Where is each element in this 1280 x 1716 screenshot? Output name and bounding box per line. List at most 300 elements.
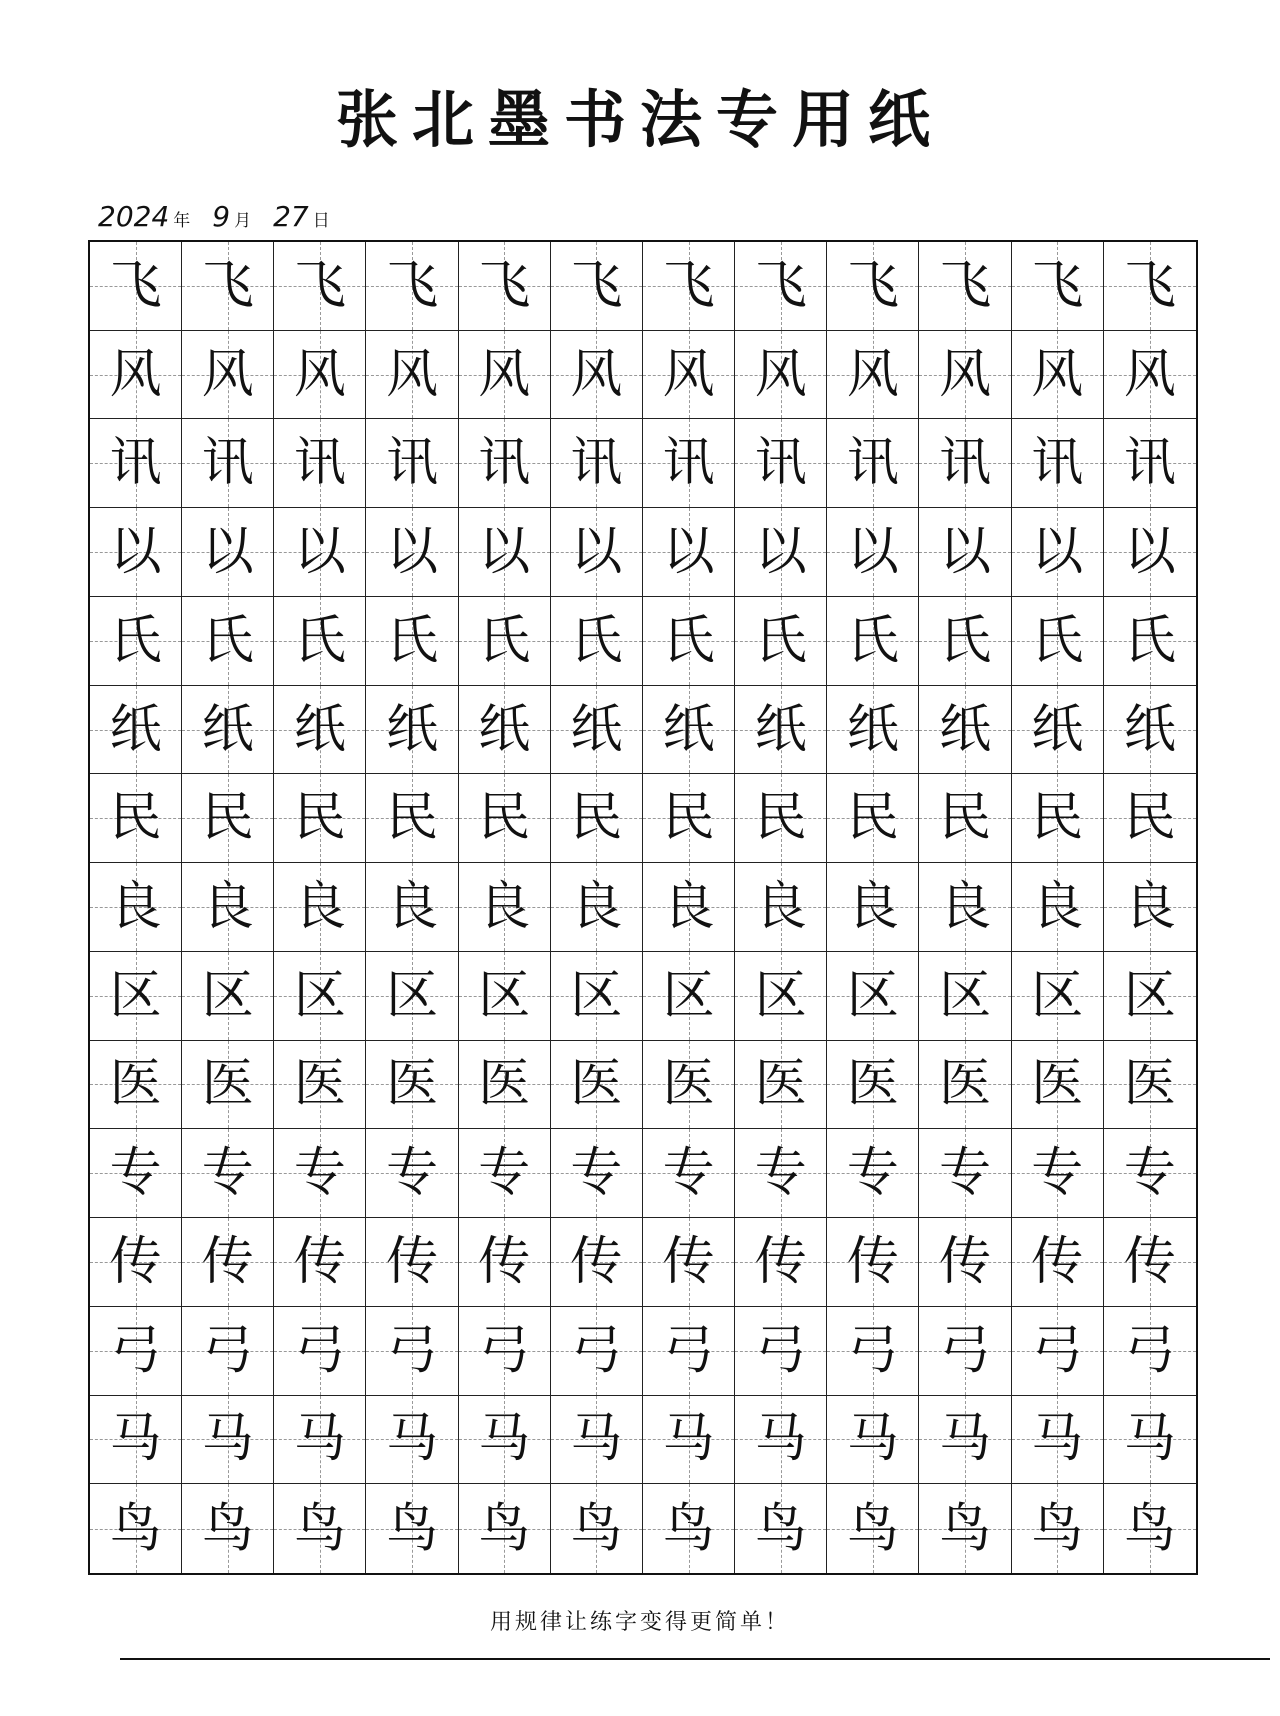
practice-character: 良 bbox=[754, 876, 807, 937]
grid-cell bbox=[459, 1041, 551, 1130]
grid-cell bbox=[551, 1396, 643, 1485]
practice-character: 区 bbox=[109, 965, 162, 1026]
practice-character: 纸 bbox=[846, 699, 899, 760]
grid-cell bbox=[1104, 1307, 1196, 1396]
practice-character: 传 bbox=[386, 1231, 439, 1292]
practice-character: 弓 bbox=[201, 1320, 254, 1381]
grid-cell bbox=[366, 1396, 458, 1485]
practice-character: 民 bbox=[1031, 788, 1084, 849]
grid-cell bbox=[459, 331, 551, 420]
date-month-unit: 月 bbox=[234, 211, 252, 231]
practice-character: 氏 bbox=[1123, 610, 1176, 671]
grid-cell bbox=[551, 952, 643, 1041]
practice-character: 民 bbox=[293, 788, 346, 849]
practice-character: 传 bbox=[293, 1231, 346, 1292]
practice-character: 良 bbox=[939, 876, 992, 937]
grid-cell bbox=[274, 863, 366, 952]
practice-character: 弓 bbox=[293, 1320, 346, 1381]
grid-cell bbox=[182, 1484, 274, 1573]
grid-cell bbox=[551, 1218, 643, 1307]
grid-cell bbox=[1104, 419, 1196, 508]
practice-character: 氏 bbox=[109, 610, 162, 671]
practice-character: 以 bbox=[386, 522, 439, 583]
grid-cell bbox=[366, 597, 458, 686]
grid-cell bbox=[827, 597, 919, 686]
grid-cell bbox=[919, 1396, 1011, 1485]
grid-cell bbox=[643, 242, 735, 331]
practice-character: 鸟 bbox=[939, 1498, 992, 1559]
grid-cell bbox=[1104, 508, 1196, 597]
practice-character: 传 bbox=[1031, 1231, 1084, 1292]
practice-character: 鸟 bbox=[662, 1498, 715, 1559]
practice-character: 氏 bbox=[386, 610, 439, 671]
grid-cell bbox=[551, 597, 643, 686]
grid-cell bbox=[1104, 1041, 1196, 1130]
grid-cell bbox=[1104, 242, 1196, 331]
practice-character: 专 bbox=[201, 1143, 254, 1204]
grid-cell bbox=[90, 952, 182, 1041]
practice-character: 良 bbox=[570, 876, 623, 937]
practice-character: 以 bbox=[1031, 522, 1084, 583]
practice-character: 风 bbox=[1123, 344, 1176, 405]
grid-cell bbox=[274, 1041, 366, 1130]
practice-character: 氏 bbox=[293, 610, 346, 671]
practice-character: 弓 bbox=[662, 1320, 715, 1381]
grid-cell bbox=[366, 952, 458, 1041]
practice-character: 良 bbox=[293, 876, 346, 937]
grid-cell bbox=[735, 774, 827, 863]
grid-cell bbox=[182, 952, 274, 1041]
practice-character: 弓 bbox=[478, 1320, 531, 1381]
practice-character: 纸 bbox=[109, 699, 162, 760]
grid-cell bbox=[551, 419, 643, 508]
grid-cell bbox=[182, 1396, 274, 1485]
practice-character: 专 bbox=[1123, 1143, 1176, 1204]
practice-character: 民 bbox=[478, 788, 531, 849]
practice-character: 鸟 bbox=[1123, 1498, 1176, 1559]
practice-character: 风 bbox=[939, 344, 992, 405]
grid-cell bbox=[735, 863, 827, 952]
practice-character: 鸟 bbox=[1031, 1498, 1084, 1559]
practice-character: 医 bbox=[109, 1054, 162, 1115]
grid-cell bbox=[643, 774, 735, 863]
grid-cell bbox=[1104, 1484, 1196, 1573]
grid-cell bbox=[551, 774, 643, 863]
grid-cell bbox=[919, 597, 1011, 686]
grid-cell bbox=[1104, 863, 1196, 952]
grid-cell bbox=[90, 1396, 182, 1485]
grid-cell bbox=[1012, 419, 1104, 508]
grid-cell bbox=[1012, 774, 1104, 863]
practice-character: 良 bbox=[478, 876, 531, 937]
grid-cell bbox=[827, 1484, 919, 1573]
grid-cell bbox=[182, 1218, 274, 1307]
grid-cell bbox=[735, 952, 827, 1041]
practice-character: 弓 bbox=[1123, 1320, 1176, 1381]
practice-character: 鸟 bbox=[386, 1498, 439, 1559]
grid-cell bbox=[182, 508, 274, 597]
practice-character: 医 bbox=[201, 1054, 254, 1115]
practice-character: 以 bbox=[846, 522, 899, 583]
practice-character: 讯 bbox=[570, 433, 623, 494]
practice-character: 飞 bbox=[201, 255, 254, 316]
practice-character: 弓 bbox=[939, 1320, 992, 1381]
grid-cell bbox=[735, 1041, 827, 1130]
grid-cell bbox=[643, 331, 735, 420]
grid-cell bbox=[827, 419, 919, 508]
practice-character: 氏 bbox=[662, 610, 715, 671]
grid-cell bbox=[643, 1396, 735, 1485]
practice-character: 氏 bbox=[754, 610, 807, 671]
grid-cell bbox=[827, 1218, 919, 1307]
grid-cell bbox=[274, 952, 366, 1041]
practice-character: 纸 bbox=[293, 699, 346, 760]
grid-cell bbox=[182, 774, 274, 863]
practice-character: 马 bbox=[1123, 1409, 1176, 1470]
grid-cell bbox=[274, 508, 366, 597]
grid-cell bbox=[182, 331, 274, 420]
grid-cell bbox=[459, 952, 551, 1041]
practice-character: 风 bbox=[386, 344, 439, 405]
practice-character: 飞 bbox=[939, 255, 992, 316]
grid-cell bbox=[182, 597, 274, 686]
practice-character: 风 bbox=[293, 344, 346, 405]
practice-character: 医 bbox=[846, 1054, 899, 1115]
grid-cell bbox=[90, 331, 182, 420]
grid-cell bbox=[1012, 1129, 1104, 1218]
practice-character: 鸟 bbox=[293, 1498, 346, 1559]
practice-character: 区 bbox=[293, 965, 346, 1026]
practice-character: 良 bbox=[386, 876, 439, 937]
practice-character: 鸟 bbox=[109, 1498, 162, 1559]
grid-cell bbox=[366, 331, 458, 420]
practice-character: 传 bbox=[662, 1231, 715, 1292]
practice-character: 纸 bbox=[1123, 699, 1176, 760]
grid-cell bbox=[274, 242, 366, 331]
practice-character: 讯 bbox=[386, 433, 439, 494]
practice-character: 纸 bbox=[386, 699, 439, 760]
grid-cell bbox=[90, 686, 182, 775]
grid-cell bbox=[459, 597, 551, 686]
practice-character: 风 bbox=[1031, 344, 1084, 405]
practice-character: 风 bbox=[754, 344, 807, 405]
grid-cell bbox=[643, 1307, 735, 1396]
grid-cell bbox=[1012, 1218, 1104, 1307]
practice-character: 区 bbox=[754, 965, 807, 1026]
grid-cell bbox=[459, 242, 551, 331]
grid-cell bbox=[1012, 242, 1104, 331]
practice-character: 鸟 bbox=[478, 1498, 531, 1559]
grid-cell bbox=[274, 774, 366, 863]
practice-character: 弓 bbox=[386, 1320, 439, 1381]
practice-character: 讯 bbox=[662, 433, 715, 494]
footer-rule bbox=[120, 1658, 1270, 1660]
practice-character: 讯 bbox=[846, 433, 899, 494]
grid-cell bbox=[182, 1307, 274, 1396]
practice-character: 区 bbox=[662, 965, 715, 1026]
practice-character: 专 bbox=[570, 1143, 623, 1204]
practice-character: 传 bbox=[478, 1231, 531, 1292]
grid-cell bbox=[1012, 863, 1104, 952]
grid-cell bbox=[274, 1218, 366, 1307]
grid-cell bbox=[735, 686, 827, 775]
grid-cell bbox=[735, 1396, 827, 1485]
practice-character: 飞 bbox=[754, 255, 807, 316]
grid-cell bbox=[459, 508, 551, 597]
practice-character: 风 bbox=[846, 344, 899, 405]
grid-cell bbox=[274, 686, 366, 775]
practice-character: 传 bbox=[201, 1231, 254, 1292]
grid-cell bbox=[459, 419, 551, 508]
practice-character: 民 bbox=[109, 788, 162, 849]
practice-character: 民 bbox=[201, 788, 254, 849]
grid-cell bbox=[919, 774, 1011, 863]
practice-character: 纸 bbox=[201, 699, 254, 760]
practice-character: 以 bbox=[662, 522, 715, 583]
practice-character: 飞 bbox=[662, 255, 715, 316]
grid-cell bbox=[90, 597, 182, 686]
grid-cell bbox=[827, 774, 919, 863]
practice-character: 医 bbox=[754, 1054, 807, 1115]
grid-cell bbox=[366, 1041, 458, 1130]
grid-cell bbox=[90, 1484, 182, 1573]
grid-cell bbox=[459, 686, 551, 775]
practice-character: 讯 bbox=[201, 433, 254, 494]
practice-character: 区 bbox=[386, 965, 439, 1026]
practice-character: 风 bbox=[109, 344, 162, 405]
grid-cell bbox=[366, 1484, 458, 1573]
practice-character: 专 bbox=[478, 1143, 531, 1204]
practice-character: 传 bbox=[1123, 1231, 1176, 1292]
practice-character: 以 bbox=[754, 522, 807, 583]
grid-cell bbox=[919, 331, 1011, 420]
date-year-unit: 年 bbox=[173, 211, 191, 231]
grid-cell bbox=[274, 597, 366, 686]
practice-character: 传 bbox=[846, 1231, 899, 1292]
grid-cell bbox=[182, 1041, 274, 1130]
practice-character: 医 bbox=[293, 1054, 346, 1115]
grid-cell bbox=[90, 863, 182, 952]
practice-character: 专 bbox=[846, 1143, 899, 1204]
practice-character: 医 bbox=[939, 1054, 992, 1115]
practice-character: 专 bbox=[386, 1143, 439, 1204]
practice-character: 氏 bbox=[846, 610, 899, 671]
grid-cell bbox=[827, 863, 919, 952]
grid-cell bbox=[919, 686, 1011, 775]
grid-cell bbox=[459, 1129, 551, 1218]
grid-cell bbox=[735, 1484, 827, 1573]
practice-character: 飞 bbox=[570, 255, 623, 316]
practice-character: 区 bbox=[1123, 965, 1176, 1026]
grid-cell bbox=[1012, 1396, 1104, 1485]
grid-cell bbox=[90, 1218, 182, 1307]
grid-cell bbox=[1012, 686, 1104, 775]
practice-character: 专 bbox=[754, 1143, 807, 1204]
practice-character: 氏 bbox=[1031, 610, 1084, 671]
practice-character: 民 bbox=[939, 788, 992, 849]
practice-character: 飞 bbox=[846, 255, 899, 316]
practice-character: 以 bbox=[293, 522, 346, 583]
grid-cell bbox=[90, 1041, 182, 1130]
date-month: 9 bbox=[212, 200, 231, 233]
grid-cell bbox=[827, 1307, 919, 1396]
practice-character: 传 bbox=[109, 1231, 162, 1292]
practice-character: 以 bbox=[109, 522, 162, 583]
grid-cell bbox=[1012, 508, 1104, 597]
grid-cell bbox=[1012, 597, 1104, 686]
grid-cell bbox=[735, 419, 827, 508]
grid-cell bbox=[182, 242, 274, 331]
practice-character: 弓 bbox=[754, 1320, 807, 1381]
practice-character: 以 bbox=[201, 522, 254, 583]
practice-character: 医 bbox=[662, 1054, 715, 1115]
practice-character: 良 bbox=[201, 876, 254, 937]
grid-cell bbox=[919, 952, 1011, 1041]
grid-cell bbox=[919, 242, 1011, 331]
practice-character: 弓 bbox=[846, 1320, 899, 1381]
grid-cell bbox=[735, 597, 827, 686]
grid-cell bbox=[551, 863, 643, 952]
practice-character: 马 bbox=[939, 1409, 992, 1470]
practice-character: 马 bbox=[293, 1409, 346, 1470]
grid-cell bbox=[1104, 774, 1196, 863]
grid-cell bbox=[735, 242, 827, 331]
practice-character: 风 bbox=[662, 344, 715, 405]
practice-character: 飞 bbox=[109, 255, 162, 316]
grid-cell bbox=[366, 419, 458, 508]
practice-character: 飞 bbox=[1123, 255, 1176, 316]
grid-cell bbox=[827, 686, 919, 775]
grid-cell bbox=[735, 1129, 827, 1218]
grid-cell bbox=[1104, 597, 1196, 686]
grid-cell bbox=[551, 1484, 643, 1573]
grid-cell bbox=[643, 1041, 735, 1130]
practice-character: 区 bbox=[939, 965, 992, 1026]
practice-character: 飞 bbox=[478, 255, 531, 316]
practice-character: 民 bbox=[570, 788, 623, 849]
grid-cell bbox=[735, 1218, 827, 1307]
grid-cell bbox=[182, 863, 274, 952]
grid-cell bbox=[643, 1484, 735, 1573]
grid-cell bbox=[274, 331, 366, 420]
practice-character: 专 bbox=[109, 1143, 162, 1204]
grid-cell bbox=[274, 1307, 366, 1396]
grid-cell bbox=[366, 863, 458, 952]
grid-cell bbox=[919, 1218, 1011, 1307]
practice-grid bbox=[88, 240, 1198, 1575]
practice-character: 马 bbox=[570, 1409, 623, 1470]
practice-character: 马 bbox=[109, 1409, 162, 1470]
grid-cell bbox=[919, 1307, 1011, 1396]
grid-cell bbox=[459, 1307, 551, 1396]
practice-character: 氏 bbox=[570, 610, 623, 671]
grid-cell bbox=[643, 508, 735, 597]
practice-character: 讯 bbox=[1123, 433, 1176, 494]
practice-character: 弓 bbox=[109, 1320, 162, 1381]
grid-cell bbox=[90, 1129, 182, 1218]
grid-cell bbox=[1104, 1129, 1196, 1218]
practice-character: 医 bbox=[1123, 1054, 1176, 1115]
grid-cell bbox=[366, 1307, 458, 1396]
practice-character: 以 bbox=[478, 522, 531, 583]
practice-character: 专 bbox=[939, 1143, 992, 1204]
grid-cell bbox=[90, 242, 182, 331]
grid-cell bbox=[643, 686, 735, 775]
grid-cell bbox=[90, 508, 182, 597]
practice-character: 良 bbox=[662, 876, 715, 937]
practice-character: 鸟 bbox=[846, 1498, 899, 1559]
practice-character: 纸 bbox=[939, 699, 992, 760]
practice-character: 传 bbox=[570, 1231, 623, 1292]
grid-cell bbox=[919, 1129, 1011, 1218]
grid-cell bbox=[366, 1218, 458, 1307]
grid-cell bbox=[551, 1129, 643, 1218]
practice-character: 专 bbox=[293, 1143, 346, 1204]
grid-cell bbox=[459, 863, 551, 952]
practice-character: 纸 bbox=[570, 699, 623, 760]
grid-cell bbox=[735, 508, 827, 597]
practice-character: 马 bbox=[1031, 1409, 1084, 1470]
grid-cell bbox=[827, 952, 919, 1041]
grid-cell bbox=[366, 774, 458, 863]
practice-character: 讯 bbox=[939, 433, 992, 494]
practice-character: 民 bbox=[754, 788, 807, 849]
practice-character: 讯 bbox=[1031, 433, 1084, 494]
grid-cell bbox=[551, 1041, 643, 1130]
practice-character: 纸 bbox=[662, 699, 715, 760]
page-title: 张北墨书法专用纸 bbox=[335, 83, 944, 156]
grid-cell bbox=[551, 686, 643, 775]
grid-cell bbox=[1012, 1484, 1104, 1573]
practice-character: 以 bbox=[570, 522, 623, 583]
practice-character: 专 bbox=[662, 1143, 715, 1204]
practice-character: 良 bbox=[1123, 876, 1176, 937]
grid-cell bbox=[919, 508, 1011, 597]
practice-character: 讯 bbox=[293, 433, 346, 494]
practice-character: 马 bbox=[386, 1409, 439, 1470]
grid-cell bbox=[827, 331, 919, 420]
practice-character: 纸 bbox=[1031, 699, 1084, 760]
date-year: 2024 bbox=[98, 200, 170, 233]
practice-character: 区 bbox=[1031, 965, 1084, 1026]
grid-cell bbox=[643, 863, 735, 952]
practice-character: 飞 bbox=[293, 255, 346, 316]
practice-character: 马 bbox=[662, 1409, 715, 1470]
practice-character: 弓 bbox=[1031, 1320, 1084, 1381]
practice-character: 良 bbox=[1031, 876, 1084, 937]
practice-character: 鸟 bbox=[570, 1498, 623, 1559]
practice-character: 风 bbox=[201, 344, 254, 405]
date-day: 27 bbox=[273, 200, 309, 233]
practice-character: 飞 bbox=[386, 255, 439, 316]
practice-character: 传 bbox=[754, 1231, 807, 1292]
practice-character: 良 bbox=[846, 876, 899, 937]
grid-cell bbox=[919, 1484, 1011, 1573]
practice-character: 区 bbox=[846, 965, 899, 1026]
grid-cell bbox=[274, 419, 366, 508]
grid-cell bbox=[1012, 1041, 1104, 1130]
grid-cell bbox=[1104, 331, 1196, 420]
practice-character: 医 bbox=[1031, 1054, 1084, 1115]
grid-cell bbox=[90, 419, 182, 508]
practice-character: 讯 bbox=[754, 433, 807, 494]
practice-character: 飞 bbox=[1031, 255, 1084, 316]
grid-cell bbox=[366, 1129, 458, 1218]
practice-character: 良 bbox=[109, 876, 162, 937]
grid-cell bbox=[1104, 686, 1196, 775]
practice-character: 纸 bbox=[478, 699, 531, 760]
practice-character: 弓 bbox=[570, 1320, 623, 1381]
